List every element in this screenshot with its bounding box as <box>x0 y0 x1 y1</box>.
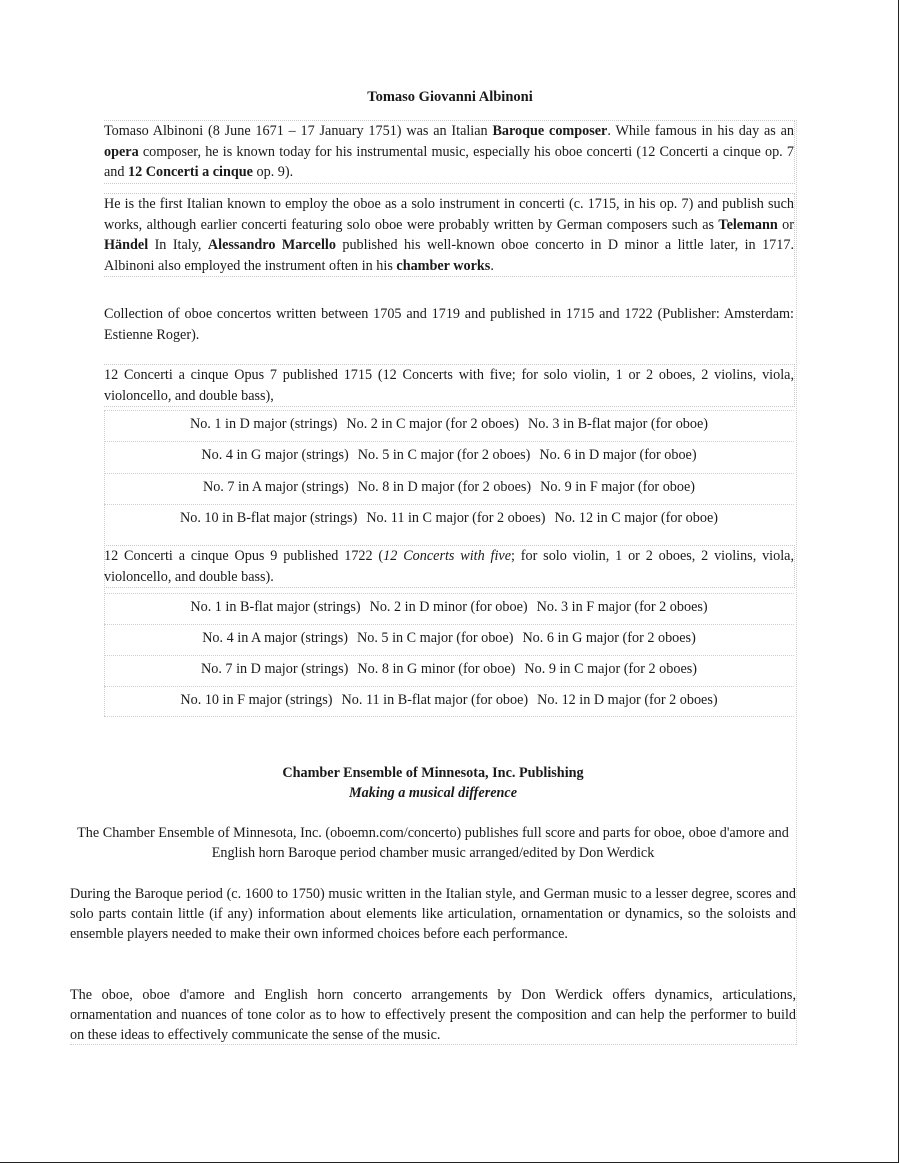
opus9-row-2 <box>104 624 794 652</box>
text-run: op. 9). <box>252 164 294 180</box>
opus7-row-1 <box>104 410 794 438</box>
tagline-text: Making a musical difference <box>348 785 517 801</box>
concerto-item: No. 8 in D major (for 2 oboes) <box>357 479 532 495</box>
link-telemann[interactable]: Telemann <box>718 216 778 233</box>
concerto-item: No. 3 in F major (for 2 oboes) <box>536 599 708 615</box>
concerto-item: No. 9 in C major (for 2 oboes) <box>524 661 697 677</box>
concerto-item: No. 7 in D major (strings) <box>201 661 349 677</box>
concerto-item: No. 11 in B-flat major (for oboe) <box>341 692 529 708</box>
publisher-name: Chamber Ensemble of Minnesota, Inc. Publishing <box>282 765 584 781</box>
text-run: or <box>777 216 794 233</box>
link-handel[interactable]: Händel <box>104 237 149 253</box>
collection-paragraph: Collection of oboe concertos written between 1705 and 1719 and published in 1715 and 1722 (Publisher: Amsterdam: Estienne Roger). <box>104 306 794 343</box>
divider <box>104 716 794 717</box>
divider <box>70 1044 796 1045</box>
concerto-item: No. 5 in C major (for 2 oboes) <box>357 447 531 463</box>
concerto-item: No. 8 in G minor (for oboe) <box>357 661 516 677</box>
concerto-item: No. 12 in D major (for 2 oboes) <box>537 692 718 708</box>
concerto-item: No. 6 in G major (for 2 oboes) <box>522 630 696 646</box>
opus9-row-3 <box>104 655 794 683</box>
link-12-concerti[interactable]: 12 Concerti a cinque <box>128 164 253 180</box>
document-title: Tomaso Giovanni Albinoni <box>367 89 533 105</box>
text-run: composer, he is known today for his instrumental music, especially his oboe concerti (12 Concerti a cinque op. 7 and <box>104 143 794 180</box>
publisher-tagline <box>70 783 796 803</box>
text-run: In Italy, <box>148 237 208 253</box>
opus7-row-2 <box>104 441 794 469</box>
text-run: ; for solo violin, 1 or 2 oboes, 2 violins, viola, violoncello, and double bass). <box>104 548 794 585</box>
concerto-item: No. 2 in D minor (for oboe) <box>369 599 528 615</box>
opus9-row-4 <box>104 686 794 714</box>
concerto-item: No. 10 in F major (strings) <box>180 692 333 708</box>
link-baroque-composer[interactable]: Baroque composer <box>492 123 608 139</box>
opus9-row-1 <box>104 593 794 621</box>
concerto-item: No. 6 in D major (for oboe) <box>539 447 697 463</box>
history-paragraph <box>104 193 795 277</box>
guide-line <box>796 120 797 1045</box>
concerto-item: No. 5 in C major (for oboe) <box>357 630 514 646</box>
opus7-row-4 <box>104 504 794 532</box>
text-run: 12 Concerti a cinque Opus 9 published 1722 ( <box>104 548 384 564</box>
arrangements-paragraph: The oboe, oboe d'amore and English horn concerto arrangements by Don Werdick offers dynamics, articulations, ornamentation and nuances of tone color as to how to effectively present the composition and can help the performer to build on these ideas to effectively communicate the sense of the music. <box>70 987 796 1043</box>
text-run-italic: 12 Concerts with five <box>383 548 512 564</box>
concerto-item: No. 1 in D major (strings) <box>189 416 338 432</box>
intro-paragraph <box>104 120 795 184</box>
concerto-item: No. 10 in B-flat major (strings) <box>179 510 358 526</box>
text-run: . <box>490 257 494 274</box>
baroque-paragraph: During the Baroque period (c. 1600 to 1750) music written in the Italian style, and German music to a lesser degree, scores and solo parts contain little (if any) information about elements like articulation, ornamentation or dynamics, so the soloists and ensemble players needed to make their own informed choices before each performance. <box>70 886 796 942</box>
text-run: published his well-known oboe concerto in D minor a little later, in 1717. Albinoni also employed the instrument often in his <box>104 237 794 274</box>
link-alessandro-marcello[interactable]: Alessandro Marcello <box>207 237 336 253</box>
guide-line <box>104 410 105 716</box>
concerto-item: No. 12 in C major (for oboe) <box>554 510 718 526</box>
concerto-item: No. 3 in B-flat major (for oboe) <box>527 416 709 432</box>
concerto-item: No. 4 in G major (strings) <box>201 447 349 463</box>
link-opera[interactable]: opera <box>104 143 139 160</box>
publisher-intro: The Chamber Ensemble of Minnesota, Inc. (oboemn.com/concerto) publishes full score and parts for oboe, oboe d'amore and English horn Baroque period chamber music arranged/edited by Don Werdick <box>77 825 789 861</box>
concerto-item: No. 4 in A major (strings) <box>202 630 348 646</box>
concerto-item: No. 1 in B-flat major (strings) <box>190 599 361 615</box>
concerto-item: No. 2 in C major (for 2 oboes) <box>346 416 519 432</box>
link-chamber-works[interactable]: chamber works <box>396 257 491 274</box>
text-run: Tomaso Albinoni (8 June 1671 – 17 January 1751) was an Italian <box>104 123 493 139</box>
opus7-row-3 <box>104 473 794 501</box>
opus7-heading: 12 Concerti a cinque Opus 7 published 1715 (12 Concerts with five; for solo violin, 1 or 2 oboes, 2 violins, viola, violoncello, and double bass), <box>104 364 795 407</box>
concerto-item: No. 9 in F major (for oboe) <box>540 479 696 495</box>
text-run: . While famous in his day as an <box>607 123 794 139</box>
text-run: He is the first Italian known to employ the oboe as a solo instrument in concerti (c. 1715, in his op. 7) and publish such works, although earlier concerti featuring solo oboe were probably written by German composers such as <box>104 196 794 233</box>
concerto-item: No. 11 in C major (for 2 oboes) <box>366 510 546 526</box>
concerto-item: No. 7 in A major (strings) <box>202 479 349 495</box>
opus9-heading <box>104 545 795 588</box>
